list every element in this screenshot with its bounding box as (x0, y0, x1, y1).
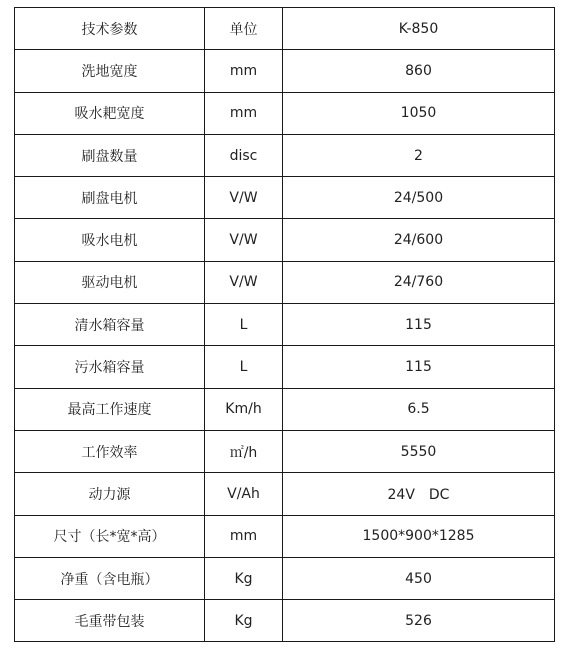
value-cell: 6.5 (283, 388, 555, 430)
unit-cell: V/W (205, 219, 283, 261)
table-row (15, 388, 555, 430)
param-cell: 驱动电机 (15, 261, 205, 303)
param-cell: 吸水耙宽度 (15, 92, 205, 134)
table-row (15, 177, 555, 219)
value-cell: 526 (283, 600, 555, 642)
param-cell: 刷盘电机 (15, 177, 205, 219)
value-cell: 115 (283, 346, 555, 388)
header-model: K-850 (283, 8, 555, 50)
unit-cell: mm (205, 515, 283, 557)
unit-cell: V/W (205, 177, 283, 219)
table-row (15, 219, 555, 261)
spec-table (14, 7, 555, 642)
unit-cell: Kg (205, 600, 283, 642)
table-row (15, 261, 555, 303)
param-cell: 净重（含电瓶） (15, 557, 205, 599)
table-row (15, 92, 555, 134)
unit-cell: V/W (205, 261, 283, 303)
unit-cell: L (205, 346, 283, 388)
table-row (15, 515, 555, 557)
value-cell: 24V DC (283, 473, 555, 515)
value-cell: 1500*900*1285 (283, 515, 555, 557)
unit-cell: Kg (205, 557, 283, 599)
param-cell: 洗地宽度 (15, 50, 205, 92)
value-cell: 24/600 (283, 219, 555, 261)
param-cell: 工作效率 (15, 430, 205, 472)
unit-cell: mm (205, 50, 283, 92)
table-header-row (15, 8, 555, 50)
value-cell: 115 (283, 304, 555, 346)
table-row (15, 50, 555, 92)
value-cell: 24/500 (283, 177, 555, 219)
table-row (15, 346, 555, 388)
table-row (15, 557, 555, 599)
value-cell: 1050 (283, 92, 555, 134)
table-row (15, 473, 555, 515)
param-cell: 毛重带包装 (15, 600, 205, 642)
value-cell: 860 (283, 50, 555, 92)
unit-cell: ㎡/h (205, 430, 283, 472)
table-row (15, 134, 555, 176)
value-cell: 2 (283, 134, 555, 176)
param-cell: 尺寸（长*宽*高） (15, 515, 205, 557)
value-cell: 24/760 (283, 261, 555, 303)
value-cell: 450 (283, 557, 555, 599)
param-cell: 清水箱容量 (15, 304, 205, 346)
table-row (15, 304, 555, 346)
header-param: 技术参数 (15, 8, 205, 50)
param-cell: 刷盘数量 (15, 134, 205, 176)
table-row (15, 430, 555, 472)
header-unit: 单位 (205, 8, 283, 50)
param-cell: 最高工作速度 (15, 388, 205, 430)
unit-cell: L (205, 304, 283, 346)
unit-cell: disc (205, 134, 283, 176)
param-cell: 污水箱容量 (15, 346, 205, 388)
unit-cell: Km/h (205, 388, 283, 430)
unit-cell: mm (205, 92, 283, 134)
value-cell: 5550 (283, 430, 555, 472)
param-cell: 动力源 (15, 473, 205, 515)
table-row (15, 600, 555, 642)
unit-cell: V/Ah (205, 473, 283, 515)
param-cell: 吸水电机 (15, 219, 205, 261)
